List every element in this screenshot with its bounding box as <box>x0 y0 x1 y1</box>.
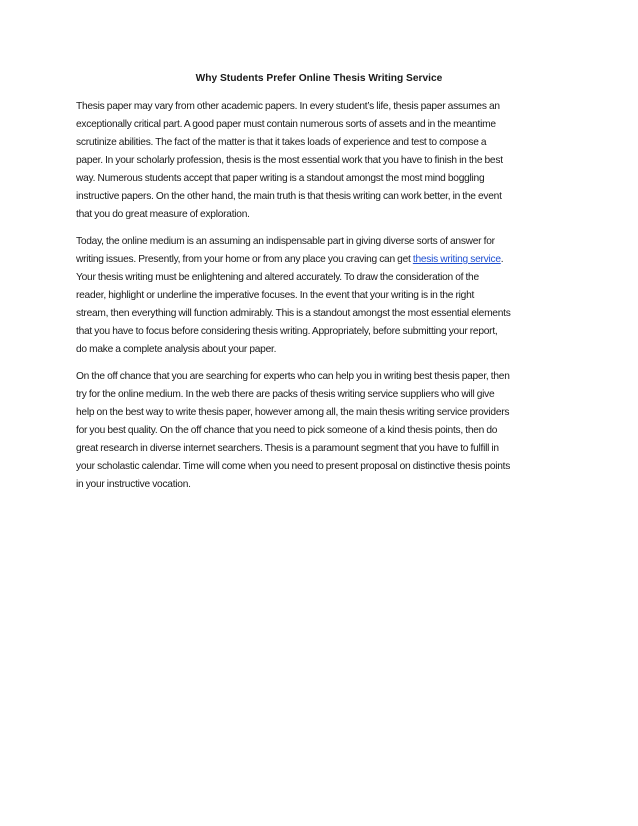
document-body <box>76 98 564 503</box>
paragraph-2 <box>76 233 564 359</box>
paragraph-3 <box>76 368 564 494</box>
paragraph-line: exceptionally critical part. A good paper must contain numerous sorts of assets and in the meantime <box>76 119 496 130</box>
paragraph-line: scrutinize abilities. The fact of the matter is that it takes loads of experience and test to compose a <box>76 137 487 148</box>
paragraph-line: your scholastic calendar. Time will come when you need to present proposal on distinctive thesis points <box>76 461 511 472</box>
paragraph-line: in your instructive vocation. <box>76 479 191 490</box>
paragraph-line: Your thesis writing must be enlightening and altered accurately. To draw the consideration of the <box>76 272 479 283</box>
paragraph-line: try for the online medium. In the web there are packs of thesis writing service suppliers who will give <box>76 389 495 400</box>
paragraph-text: . <box>500 254 504 265</box>
paragraph-line: great research in diverse internet searchers. Thesis is a paramount segment that you have to fulfill in <box>76 443 499 454</box>
paragraph-line: Today, the online medium is an assuming an indispensable part in giving diverse sorts of answer for <box>76 236 495 247</box>
paragraph-1 <box>76 98 564 224</box>
paragraph-line: stream, then everything will function admirably. This is a standout amongst the most essential elements <box>76 308 511 319</box>
paragraph-line: Thesis paper may vary from other academic papers. In every student’s life, thesis paper assumes an <box>76 101 500 112</box>
paragraph-line: way. Numerous students accept that paper writing is a standout amongst the most mind boggling <box>76 173 485 184</box>
paragraph-line: On the off chance that you are searching for experts who can help you in writing best thesis paper, then <box>76 371 510 382</box>
paragraph-line: reader, highlight or underline the imperative focuses. In the event that your writing is in the right <box>76 290 475 301</box>
paragraph-line: that you do great measure of exploration. <box>76 209 250 220</box>
paragraph-line: for you best quality. On the off chance that you need to pick someone of a kind thesis points, then do <box>76 425 498 436</box>
paragraph-line: help on the best way to write thesis paper, however among all, the main thesis writing service providers <box>76 407 510 418</box>
paragraph-line: that you have to focus before considering thesis writing. Appropriately, before submitting your report, <box>76 326 498 337</box>
paragraph-text: writing issues. Presently, from your home or from any place you craving can get <box>76 254 413 265</box>
paragraph-line-with-link <box>76 251 564 269</box>
paragraph-line: instructive papers. On the other hand, the main truth is that thesis writing can work better, in the event <box>76 191 502 202</box>
paragraph-line: paper. In your scholarly profession, thesis is the most essential work that you have to finish in the best <box>76 155 503 166</box>
document-title: Why Students Prefer Online Thesis Writing Service <box>195 73 443 84</box>
thesis-writing-service-link[interactable]: thesis writing service <box>412 254 501 265</box>
paragraph-line: do make a complete analysis about your paper. <box>76 344 277 355</box>
